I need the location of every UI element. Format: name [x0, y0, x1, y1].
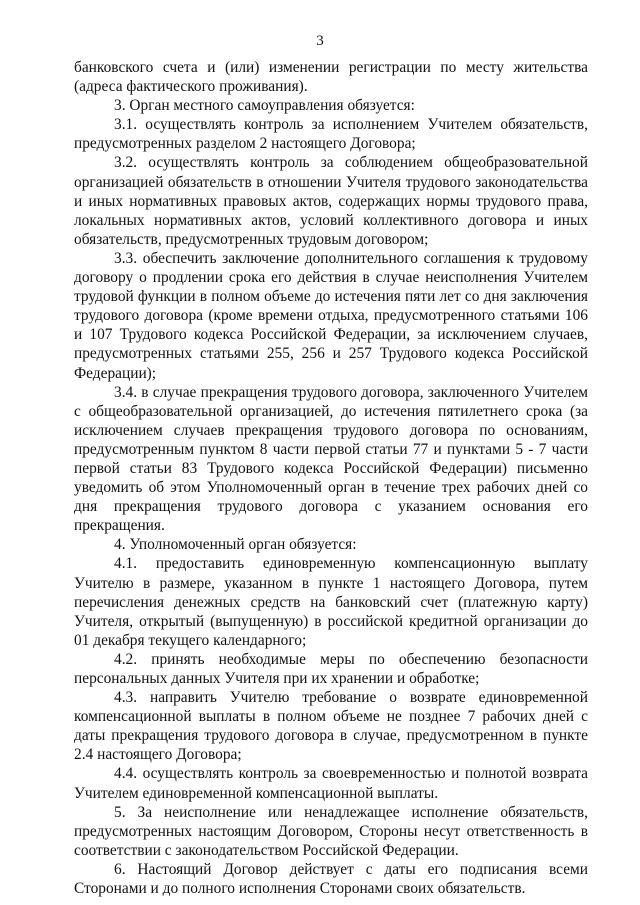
page-number: 3 — [316, 33, 324, 49]
paragraph-3-4: 3.4. в случае прекращения трудового договора, заключенного Учителем с общеобразовательной организацией, до истечения пятилетнего срока (за исключением случаев прекращения трудового договора по основаниям, предусмотренным пунктом 8 части первой статьи 77 и пунктами 5 - 7 части первой статьи 83 Трудового кодекса Российской Федерации) письменно уведомить об этом Уполномоченный орган в течение трех рабочих дней со дня прекращения трудового договора с указанием основания его прекращения. — [74, 383, 588, 535]
paragraph-4-2: 4.2. принять необходимые меры по обеспечению безопасности персональных данных Учителя при их хранении и обработке; — [74, 650, 588, 687]
paragraph-section-4-heading: 4. Уполномоченный орган обязуется: — [114, 536, 357, 554]
paragraph-continuation: банковского счета и (или) изменении регистрации по месту жительства (адреса фактического проживания). — [74, 59, 588, 96]
paragraph-3-3: 3.3. обеспечить заключение дополнительного соглашения к трудовому договору о продлении срока его действия в случае неисполнения Учителем трудовой функции в полном объеме до истечения пяти лет со дня заключения трудового договора (кроме времени отдыха, предусмотренного статьями 106 и 107 Трудового кодекса Российской Федерации, за исключением случаев, предусмотренных статьями 255, 256 и 257 Трудового кодекса Российской Федерации); — [74, 249, 588, 382]
paragraph-section-6: 6. Настоящий Договор действует с даты его подписания всеми Сторонами и до полного исполнения Сторонами своих обязательств. — [74, 860, 588, 898]
document-body — [74, 58, 588, 898]
paragraph-4-3: 4.3. направить Учителю требование о возврате единовременной компенсационной выплаты в полном объеме не позднее 7 рабочих дней с даты прекращения трудового договора в случае, предусмотренном в пункте 2.4 настоящего Договора; — [74, 689, 588, 764]
paragraph-section-5: 5. За неисполнение или ненадлежащее исполнение обязательств, предусмотренных настоящим Договором, Стороны несут ответственность в соответствии с законодательством Российской Федерации. — [74, 803, 588, 859]
paragraph-3-2: 3.2. осуществлять контроль за соблюдением общеобразовательной организацией обязательств в отношении Учителя трудового законодательства и иных нормативных правовых актов, содержащих нормы трудового права, локальных нормативных актов, условий коллективного договора и иных обязательств, предусмотренных трудовым договором; — [74, 154, 588, 248]
paragraph-4-1: 4.1. предоставить единовременную компенсационную выплату Учителю в размере, указанном в пункте 1 настоящего Договора, путем перечисления денежных средств на банковский счет (платежную карту) Учителя, открытый (выпущенную) в российской кредитной организации до 01 декабря текущего календарного; — [74, 555, 588, 649]
paragraph-4-4: 4.4. осуществлять контроль за своевременностью и полнотой возврата Учителем единовременной компенсационной выплаты. — [74, 765, 588, 802]
paragraph-3-1: 3.1. осуществлять контроль за исполнением Учителем обязательств, предусмотренных разделом 2 настоящего Договора; — [74, 116, 588, 153]
paragraph-section-3-heading: 3. Орган местного самоуправления обязуется: — [114, 97, 415, 115]
